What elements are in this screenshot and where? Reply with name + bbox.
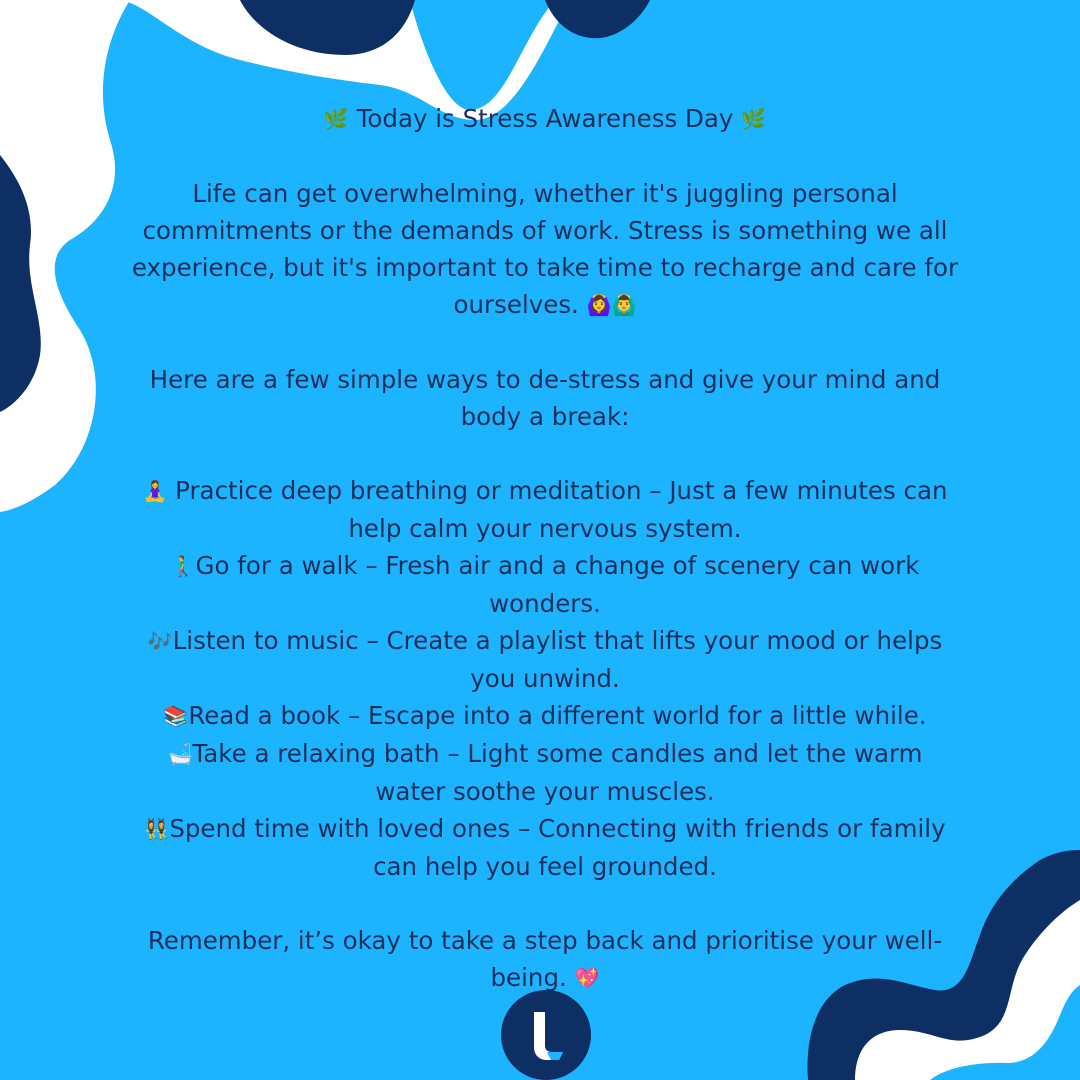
tip-4: [90, 697, 1000, 735]
intro-line-4: [90, 286, 1000, 324]
intro-line-3: experience, but it's important to take time to recharge and care for: [131, 253, 959, 282]
tip-4-text: Read a book – Escape into a different world for a little while.: [188, 701, 927, 730]
tip-6-line-2: can help you feel grounded.: [373, 852, 717, 881]
tip-1-text: Practice deep breathing or meditation – Just a few minutes can: [175, 476, 948, 505]
tip-1-line-2: help calm your nervous system.: [348, 514, 742, 543]
tip-3: [90, 622, 1000, 660]
intro-line-4-text: ourselves.: [453, 290, 579, 319]
herb-icon: 🌿: [741, 107, 767, 131]
tip-2: [90, 547, 1000, 585]
friends-dancing-icon: 👯‍♀️: [144, 817, 170, 841]
spacer: [90, 885, 1000, 922]
women-gesturing-ok-icon: 🙆‍♀️🙆‍♂️: [586, 293, 637, 317]
spacer: [90, 435, 1000, 472]
bathtub-icon: 🛁: [167, 742, 193, 766]
tip-6-text: Spend time with loved ones – Connecting with friends or family: [169, 814, 946, 843]
post-text: [90, 100, 1000, 997]
ways-line-1: Here are a few simple ways to de-stress and give your mind and: [149, 365, 941, 394]
brand-l-logo-icon: [501, 990, 591, 1080]
herb-icon: 🌿: [323, 107, 349, 131]
tip-1: [90, 472, 1000, 510]
tip-5-text: Take a relaxing bath – Light some candles and let the warm: [192, 739, 923, 768]
tip-3-line-2: you unwind.: [470, 664, 620, 693]
spacer: [90, 138, 1000, 175]
tip-5: [90, 735, 1000, 773]
ways-line-2: body a break:: [460, 402, 630, 431]
spacer: [90, 324, 1000, 361]
sparkling-heart-icon: 💖: [574, 966, 600, 990]
closing-line-2-text: being.: [490, 963, 567, 992]
tip-6: [90, 810, 1000, 848]
books-icon: 📚: [163, 704, 189, 728]
meditation-icon: 🧘‍♀️: [142, 479, 168, 503]
walking-person-icon: 🚶‍♂️: [170, 554, 196, 578]
intro-line-2: commitments or the demands of work. Stress is something we all: [142, 216, 948, 245]
tip-3-text: Listen to music – Create a playlist that lifts your mood or helps: [172, 626, 943, 655]
post-title-text: Today is Stress Awareness Day: [356, 104, 734, 133]
post-title: [90, 100, 1000, 138]
closing-line-1: Remember, it’s okay to take a step back and prioritise your well-: [147, 926, 943, 955]
tip-2-text: Go for a walk – Fresh air and a change of scenery can work: [195, 551, 920, 580]
logo-circle: [501, 990, 591, 1080]
music-notes-icon: 🎶: [147, 629, 173, 653]
tip-2-line-2: wonders.: [489, 589, 601, 618]
tip-5-line-2: water soothe your muscles.: [375, 777, 715, 806]
intro-line-1: Life can get overwhelming, whether it's juggling personal: [192, 179, 898, 208]
